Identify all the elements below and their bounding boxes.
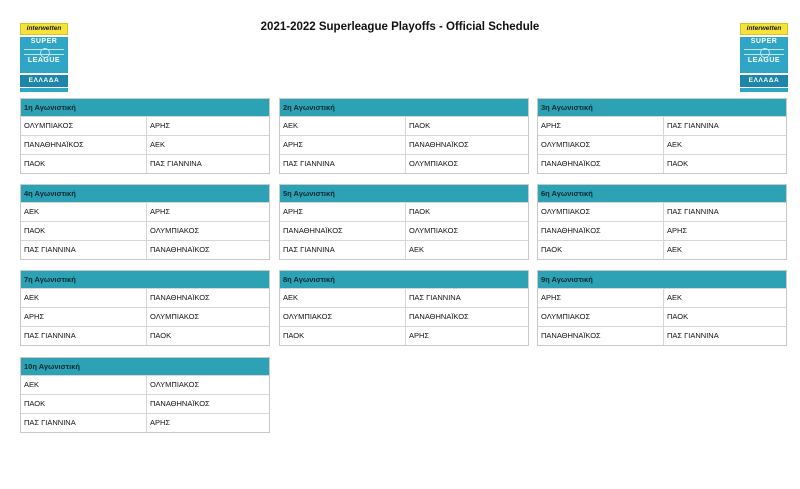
match-row — [21, 375, 269, 394]
logo-word-super: SUPER — [30, 38, 58, 45]
away-team: ΠΑΟΚ — [146, 327, 271, 345]
away-team: ΠΑΝΑΘΗΝΑΪΚΟΣ — [405, 308, 530, 326]
match-row — [21, 326, 269, 345]
home-team: ΑΕΚ — [24, 207, 40, 216]
match-row — [280, 288, 528, 307]
home-team: ΠΑΣ ΓΙΑΝΝΙΝΑ — [24, 418, 76, 427]
home-team: ΠΑΝΑΘΗΝΑΪΚΟΣ — [24, 140, 84, 149]
logo-word-league: LEAGUE — [747, 57, 781, 64]
round-table-1 — [20, 98, 270, 174]
home-team: ΟΛΥΜΠΙΑΚΟΣ — [541, 207, 591, 216]
round-table-2 — [279, 98, 529, 174]
match-row — [21, 307, 269, 326]
home-team: ΟΛΥΜΠΙΑΚΟΣ — [283, 312, 333, 321]
home-team: ΠΑΝΑΘΗΝΑΪΚΟΣ — [541, 226, 601, 235]
home-team: ΟΛΥΜΠΙΑΚΟΣ — [541, 312, 591, 321]
match-row — [21, 202, 269, 221]
home-team: ΠΑΣ ΓΙΑΝΝΙΝΑ — [283, 159, 335, 168]
away-team: ΠΑΣ ΓΙΑΝΝΙΝΑ — [663, 327, 788, 345]
round-header: 7η Αγωνιστική — [21, 271, 269, 288]
match-row — [538, 135, 786, 154]
home-team: ΠΑΟΚ — [24, 226, 46, 235]
away-team: ΟΛΥΜΠΙΑΚΟΣ — [146, 308, 271, 326]
round-header: 3η Αγωνιστική — [538, 99, 786, 116]
away-team: ΑΕΚ — [146, 136, 271, 154]
home-team: ΑΕΚ — [24, 293, 40, 302]
match-row — [280, 326, 528, 345]
home-team: ΠΑΝΑΘΗΝΑΪΚΟΣ — [283, 226, 343, 235]
match-row — [538, 154, 786, 173]
away-team: ΠΑΝΑΘΗΝΑΪΚΟΣ — [146, 395, 271, 413]
home-team: ΟΛΥΜΠΙΑΚΟΣ — [24, 121, 74, 130]
match-row — [538, 116, 786, 135]
home-team: ΠΑΣ ΓΙΑΝΝΙΝΑ — [24, 245, 76, 254]
home-team: ΑΕΚ — [283, 293, 299, 302]
round-header: 1η Αγωνιστική — [21, 99, 269, 116]
round-table-8 — [279, 270, 529, 346]
match-row — [21, 221, 269, 240]
home-team: ΑΡΗΣ — [283, 207, 304, 216]
away-team: ΑΕΚ — [405, 241, 530, 259]
round-header: 5η Αγωνιστική — [280, 185, 528, 202]
round-header: 2η Αγωνιστική — [280, 99, 528, 116]
match-row — [280, 307, 528, 326]
round-header: 6η Αγωνιστική — [538, 185, 786, 202]
match-row — [21, 116, 269, 135]
away-team: ΑΕΚ — [663, 289, 788, 307]
away-team: ΑΡΗΣ — [146, 117, 271, 135]
home-team: ΑΕΚ — [24, 380, 40, 389]
round-table-7 — [20, 270, 270, 346]
round-header: 4η Αγωνιστική — [21, 185, 269, 202]
logo-word-super: SUPER — [750, 38, 778, 45]
away-team: ΠΑΣ ΓΙΑΝΝΙΝΑ — [146, 155, 271, 173]
match-row — [21, 240, 269, 259]
away-team: ΟΛΥΜΠΙΑΚΟΣ — [146, 222, 271, 240]
away-team: ΠΑΟΚ — [405, 117, 530, 135]
superleague-logo-right — [740, 23, 788, 93]
logo-country: ΕΛΛΑΔΑ — [740, 75, 788, 87]
round-header: 10η Αγωνιστική — [21, 358, 269, 375]
round-table-5 — [279, 184, 529, 260]
home-team: ΑΡΗΣ — [541, 293, 562, 302]
away-team: ΠΑΝΑΘΗΝΑΪΚΟΣ — [405, 136, 530, 154]
logo-brand: interwetten — [740, 23, 788, 35]
round-header: 9η Αγωνιστική — [538, 271, 786, 288]
away-team: ΠΑΣ ΓΙΑΝΝΙΝΑ — [663, 203, 788, 221]
home-team: ΠΑΝΑΘΗΝΑΪΚΟΣ — [541, 159, 601, 168]
match-row — [538, 202, 786, 221]
match-row — [280, 135, 528, 154]
away-team: ΠΑΝΑΘΗΝΑΪΚΟΣ — [146, 241, 271, 259]
match-row — [538, 221, 786, 240]
away-team: ΠΑΟΚ — [663, 308, 788, 326]
away-team: ΠΑΣ ΓΙΑΝΝΙΝΑ — [405, 289, 530, 307]
round-table-10 — [20, 357, 270, 433]
logo-brand: interwetten — [20, 23, 68, 35]
away-team: ΑΕΚ — [663, 136, 788, 154]
home-team: ΠΑΣ ΓΙΑΝΝΙΝΑ — [283, 245, 335, 254]
away-team: ΑΡΗΣ — [405, 327, 530, 345]
match-row — [280, 116, 528, 135]
superleague-logo-left — [20, 23, 68, 93]
logo-ball-icon — [24, 49, 64, 55]
logo-block — [20, 37, 68, 73]
away-team: ΑΡΗΣ — [146, 414, 271, 432]
away-team: ΟΛΥΜΠΙΑΚΟΣ — [405, 155, 530, 173]
round-table-4 — [20, 184, 270, 260]
away-team: ΟΛΥΜΠΙΑΚΟΣ — [405, 222, 530, 240]
match-row — [21, 394, 269, 413]
match-row — [21, 413, 269, 432]
away-team: ΠΑΝΑΘΗΝΑΪΚΟΣ — [146, 289, 271, 307]
logo-stripe — [20, 88, 68, 92]
away-team: ΠΑΣ ΓΙΑΝΝΙΝΑ — [663, 117, 788, 135]
match-row — [280, 202, 528, 221]
match-row — [280, 221, 528, 240]
home-team: ΑΡΗΣ — [541, 121, 562, 130]
away-team: ΠΑΟΚ — [663, 155, 788, 173]
home-team: ΠΑΣ ΓΙΑΝΝΙΝΑ — [24, 331, 76, 340]
logo-stripe — [740, 88, 788, 92]
match-row — [538, 240, 786, 259]
home-team: ΑΕΚ — [283, 121, 299, 130]
home-team: ΑΡΗΣ — [24, 312, 45, 321]
match-row — [280, 240, 528, 259]
home-team: ΠΑΟΚ — [283, 331, 305, 340]
away-team: ΠΑΟΚ — [405, 203, 530, 221]
away-team: ΑΕΚ — [663, 241, 788, 259]
home-team: ΠΑΟΚ — [24, 399, 46, 408]
home-team: ΑΡΗΣ — [283, 140, 304, 149]
away-team: ΑΡΗΣ — [146, 203, 271, 221]
match-row — [280, 154, 528, 173]
logo-block — [740, 37, 788, 73]
logo-word-league: LEAGUE — [27, 57, 61, 64]
round-table-9 — [537, 270, 787, 346]
match-row — [538, 288, 786, 307]
logo-ball-icon — [744, 49, 784, 55]
match-row — [21, 288, 269, 307]
page-title: 2021-2022 Superleague Playoffs - Official Schedule — [260, 21, 540, 33]
home-team: ΠΑΝΑΘΗΝΑΪΚΟΣ — [541, 331, 601, 340]
round-header: 8η Αγωνιστική — [280, 271, 528, 288]
away-team: ΟΛΥΜΠΙΑΚΟΣ — [146, 376, 271, 394]
home-team: ΠΑΟΚ — [541, 245, 563, 254]
home-team: ΠΑΟΚ — [24, 159, 46, 168]
away-team: ΑΡΗΣ — [663, 222, 788, 240]
match-row — [21, 135, 269, 154]
logo-country: ΕΛΛΑΔΑ — [20, 75, 68, 87]
match-row — [538, 326, 786, 345]
home-team: ΟΛΥΜΠΙΑΚΟΣ — [541, 140, 591, 149]
match-row — [538, 307, 786, 326]
round-table-3 — [537, 98, 787, 174]
round-table-6 — [537, 184, 787, 260]
match-row — [21, 154, 269, 173]
